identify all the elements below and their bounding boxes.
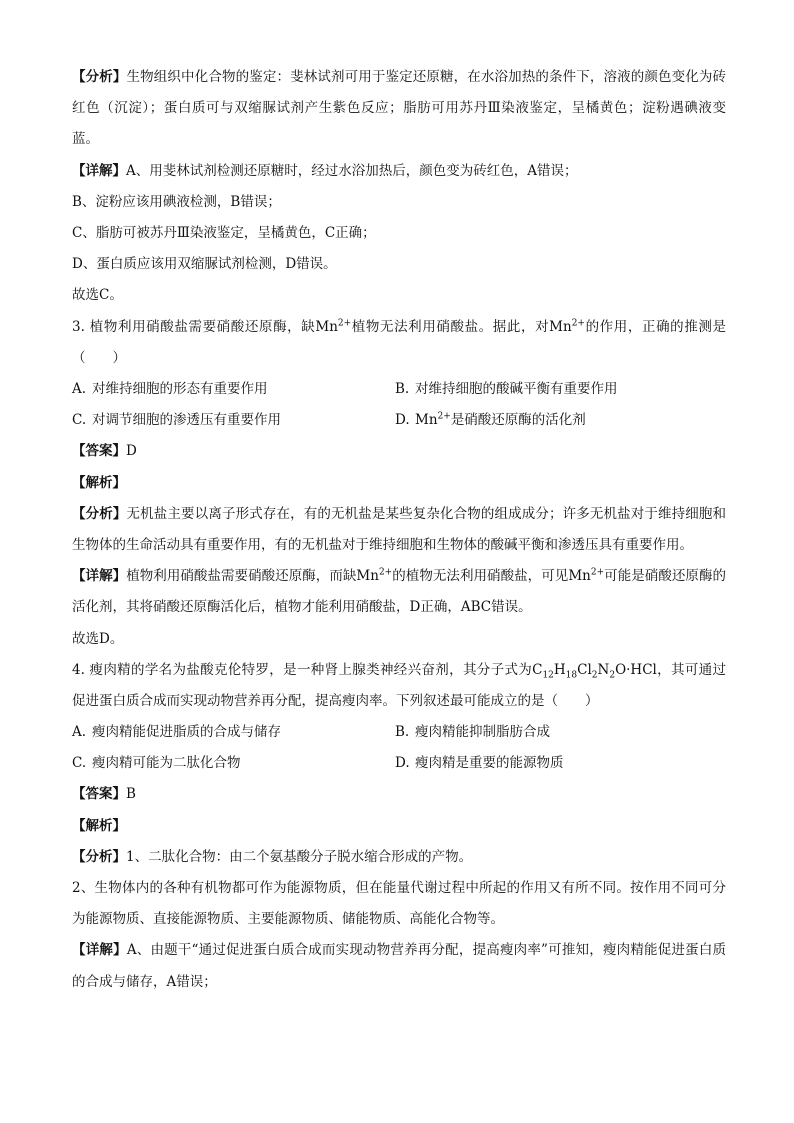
q3-explain-heading: 【解析】 <box>72 474 126 491</box>
q3-stem: 3. 植物利用硝酸盐需要硝酸还原酶，缺$Mn^{2+}$植物无法利用硝酸盐。据此，对$Mn^{2+}$的作用，正确的推测是（ ） <box>72 318 726 366</box>
q4-option-c[interactable]: C. 瘦肉精可能为二肽化合物 <box>72 755 241 772</box>
q3-options-row-1 <box>72 374 726 405</box>
q3-options-row-2 <box>72 405 726 436</box>
q2-detail-c: C、脂肪可被苏丹Ⅲ染液鉴定，呈橘黄色，C正确； <box>72 224 376 241</box>
q4-options-row-1 <box>72 717 726 748</box>
q4-explain-heading: 【解析】 <box>72 817 126 834</box>
q3-answer: 【答案】D <box>72 443 137 460</box>
document-page <box>72 62 726 998</box>
q4-option-d[interactable]: D. 瘦肉精是重要的能源物质 <box>395 755 564 772</box>
q4-option-b[interactable]: B. 瘦肉精能抑制脂肪合成 <box>395 724 550 741</box>
q4-option-a[interactable]: A. 瘦肉精能促进脂质的合成与储存 <box>72 724 281 741</box>
q2-conclusion: 故选C。 <box>72 287 123 304</box>
q2-analysis-label: 分析 <box>85 69 113 85</box>
q3-option-b[interactable]: B. 对维持细胞的酸碱平衡有重要作用 <box>395 380 618 397</box>
q3-option-c[interactable]: C. 对调节细胞的渗透压有重要作用 <box>72 412 281 429</box>
q2-detail-a: 【详解】A、用斐林试剂检测还原糖时，经过水浴加热后，颜色变为砖红色，A错误； <box>72 162 578 179</box>
q3-option-a[interactable]: A. 对维持细胞的形态有重要作用 <box>72 380 268 397</box>
q4-options-row-2 <box>72 748 726 779</box>
q2-detail-d: D、蛋白质应该用双缩脲试剂检测，D错误。 <box>72 256 337 273</box>
q2-analysis-text: 生物组织中化合物的鉴定：斐林试剂可用于鉴定还原糖，在水浴加热的条件下，溶液的颜色变化为砖红色（沉淀）；蛋白质可与双缩脲试剂产生紫色反应；脂肪可用苏丹Ⅲ染液鉴定，呈橘黄色；淀粉遇碘液变蓝。 <box>72 69 727 148</box>
q4-analysis-1: 【分析】1、二肽化合物：由二个氨基酸分子脱水缩合形成的产物。 <box>72 848 473 865</box>
q2-detail-label: 详解 <box>85 162 113 179</box>
q3-detail-paragraph: 【详解】植物利用硝酸盐需要硝酸还原酶，而缺$Mn^{2+}$的植物无法利用硝酸盐，可见$Mn^{2+}$可能是硝酸还原酶的活化剂，其将硝酸还原酶活化后，植物才能利用硝酸盐，D正确，ABC错误。 <box>72 567 727 616</box>
q4-detail-a: 【详解】A、由题干“通过促进蛋白质合成而实现动物营养再分配，提高瘦肉率”可推知，瘦肉精能促进蛋白质的合成与储存，A错误； <box>72 942 727 990</box>
q4-answer: 【答案】B <box>72 786 136 803</box>
q4-answer-value: B <box>126 786 136 803</box>
q3-answer-value: D <box>126 443 137 460</box>
q2-detail-b: B、淀粉应该用碘液检测，B错误； <box>72 193 281 210</box>
q4-analysis-2: 2、生物体内的各种有机物都可作为能源物质，但在能量代谢过程中所起的作用又有所不同。按作用不同可分为能源物质、直接能源物质、主要能源物质、储能物质、高能化合物等。 <box>72 880 726 928</box>
q3-option-d[interactable]: D. $Mn^{2+}$是硝酸还原酶的活化剂 <box>395 411 586 429</box>
q3-conclusion: 故选D。 <box>72 630 124 647</box>
q4-stem: 4. 瘦肉精的学名为盐酸克伦特罗，是一种肾上腺类神经兴奋剂，其分子式为$C_{12}H_{18}Cl_2N_2O\cdot HCl$，其可通过促进蛋白质合成而实现动物营养再分配，提高瘦肉率。下列叙述最可能成立的是（ ） <box>72 661 726 709</box>
q2-analysis-paragraph: 【分析】生物组织中化合物的鉴定：斐林试剂可用于鉴定还原糖，在水浴加热的条件下，溶液的颜色变化为砖红色（沉淀）；蛋白质可与双缩脲试剂产生紫色反应；脂肪可用苏丹Ⅲ染液鉴定，呈橘黄色；淀粉遇碘液变蓝。 <box>72 69 727 148</box>
q3-analysis-paragraph: 【分析】无机盐主要以离子形式存在，有的无机盐是某些复杂化合物的组成成分；许多无机盐对于维持细胞和生物体的生命活动具有重要作用，有的无机盐对于维持细胞和生物体的酸碱平衡和渗透压具有重要作用。 <box>72 505 727 553</box>
